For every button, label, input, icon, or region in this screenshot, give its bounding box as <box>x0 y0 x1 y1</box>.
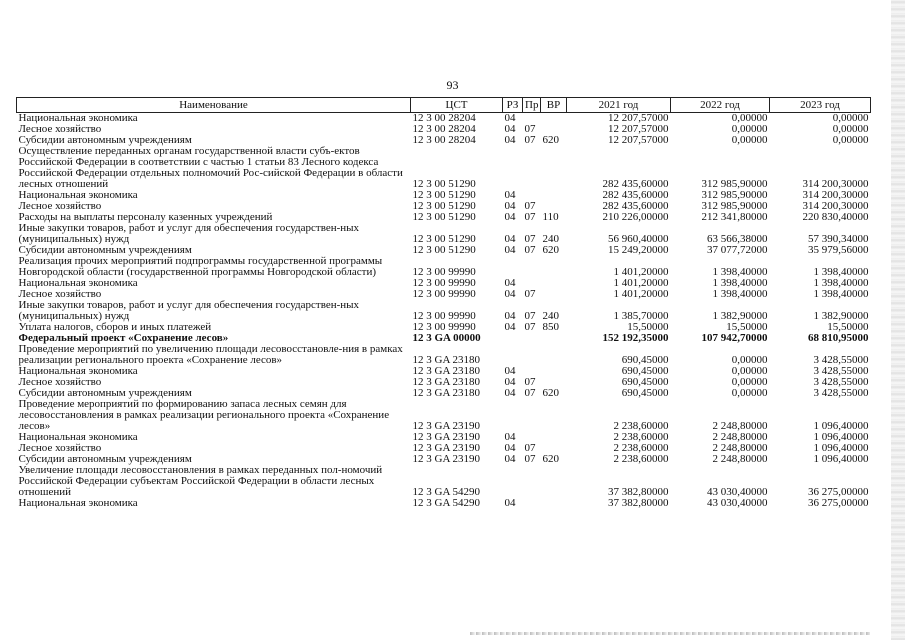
cell-cst: 12 3 GA 23180 <box>412 387 481 399</box>
cell-2022: 15,50000 <box>726 321 768 333</box>
cell-2023: 36 275,00000 <box>808 497 869 509</box>
cell-2023: 1 096,40000 <box>813 420 869 432</box>
cell-rz: 04 <box>504 277 516 289</box>
cell-pr <box>523 333 541 344</box>
cell-vr: 240 <box>542 233 559 245</box>
cell-cst: 12 3 GA 23180 <box>412 365 481 377</box>
table-row <box>17 344 871 366</box>
cell-cst: 12 3 00 51290 <box>412 178 476 190</box>
cell-2022: 2 248,80000 <box>712 431 768 443</box>
cell-2023: 57 390,34000 <box>808 233 869 245</box>
cell-pr: 07 <box>524 376 536 388</box>
cell-name: Иные закупки товаров, работ и услуг для обеспечения государствен-ных (муниципальных) нужд <box>18 222 360 245</box>
cell-pr: 07 <box>524 123 536 135</box>
cell-vr <box>541 498 567 509</box>
cell-2022: 43 030,40000 <box>707 497 768 509</box>
cell-2023: 1 096,40000 <box>813 442 869 454</box>
cell-vr <box>541 278 567 289</box>
cell-vr <box>541 190 567 201</box>
cell-2022: 312 985,90000 <box>701 200 768 212</box>
page-number: 93 <box>446 78 459 92</box>
cell-2021: 15,50000 <box>627 321 669 333</box>
cell-vr: 620 <box>542 244 559 256</box>
table-row <box>17 465 871 498</box>
cell-rz <box>503 399 523 432</box>
scan-bottom-artifact <box>470 632 870 635</box>
cell-cst: 12 3 00 51290 <box>412 244 476 256</box>
table-row <box>17 223 871 245</box>
cell-2023: 314 200,30000 <box>802 189 869 201</box>
cell-vr <box>541 256 567 278</box>
cell-2023: 3 428,55000 <box>813 354 869 366</box>
cell-2023: 1 398,40000 <box>813 266 869 278</box>
cell-name: Осуществление переданных органам государственной власти субъ-ектов Российской Федерации в соответствии с частью 1 статьи 83 Лесного кодекса Российской Федерации отдельных полномочий Рос-сийской Федерации в области лесных отношений <box>18 145 403 190</box>
cell-rz: 04 <box>504 376 516 388</box>
cell-name: Национальная экономика <box>18 497 138 509</box>
cell-2022: 212 341,80000 <box>701 211 768 223</box>
cell-rz: 04 <box>504 244 516 256</box>
cell-name: Национальная экономика <box>18 277 138 289</box>
cell-cst: 12 3 00 28204 <box>412 112 476 124</box>
cell-2022: 37 077,72000 <box>707 244 768 256</box>
cell-2021: 282 435,60000 <box>602 178 669 190</box>
cell-2022: 0,00000 <box>731 354 768 366</box>
cell-2022: 0,00000 <box>731 365 768 377</box>
cell-rz <box>503 146 523 190</box>
cell-2022: 2 248,80000 <box>712 442 768 454</box>
cell-2021: 210 226,00000 <box>602 211 669 223</box>
cell-2021: 37 382,80000 <box>608 486 669 498</box>
cell-name: Лесное хозяйство <box>18 123 102 135</box>
cell-2022: 312 985,90000 <box>701 178 768 190</box>
cell-name: Расходы на выплаты персоналу казенных учреждений <box>18 211 273 223</box>
cell-2021: 1 385,70000 <box>613 310 669 322</box>
cell-vr: 620 <box>542 387 559 399</box>
cell-pr: 07 <box>524 200 536 212</box>
cell-name: Субсидии автономным учреждениям <box>18 244 192 256</box>
cell-2021: 282 435,60000 <box>602 200 669 212</box>
cell-rz: 04 <box>504 211 516 223</box>
cell-rz <box>503 465 523 498</box>
column-header-2021: 2021 год <box>567 98 671 113</box>
cell-cst: 12 3 00 51290 <box>412 233 476 245</box>
cell-pr: 07 <box>524 453 536 465</box>
cell-2022: 0,00000 <box>731 376 768 388</box>
column-header-cst: ЦСТ <box>411 98 503 113</box>
cell-rz: 04 <box>504 321 516 333</box>
cell-rz: 04 <box>504 123 516 135</box>
cell-pr: 07 <box>524 442 536 454</box>
column-header-pr: Пр <box>523 98 541 113</box>
cell-2023: 1 096,40000 <box>813 453 869 465</box>
cell-2021: 1 401,20000 <box>613 277 669 289</box>
table-row <box>17 399 871 432</box>
cell-rz: 04 <box>504 453 516 465</box>
column-header-2023: 2023 год <box>770 98 871 113</box>
cell-name: Субсидии автономным учреждениям <box>18 387 192 399</box>
cell-pr: 07 <box>524 321 536 333</box>
cell-2021: 282 435,60000 <box>602 189 669 201</box>
cell-2021: 2 238,60000 <box>613 442 669 454</box>
cell-cst: 12 3 00 28204 <box>412 134 476 146</box>
cell-2023: 220 830,40000 <box>802 211 869 223</box>
cell-2023: 3 428,55000 <box>813 376 869 388</box>
cell-2022: 2 248,80000 <box>712 420 768 432</box>
cell-2021: 15 249,20000 <box>608 244 669 256</box>
cell-name: Иные закупки товаров, работ и услуг для обеспечения государствен-ных (муниципальных) нужд <box>18 299 360 322</box>
cell-cst: 12 3 00 99990 <box>412 310 476 322</box>
column-header-2022: 2022 год <box>671 98 770 113</box>
cell-rz <box>503 256 523 278</box>
cell-2022: 0,00000 <box>731 134 768 146</box>
cell-2022: 0,00000 <box>731 387 768 399</box>
cell-vr: 240 <box>542 310 559 322</box>
cell-rz: 04 <box>504 387 516 399</box>
cell-name: Национальная экономика <box>18 189 138 201</box>
table-body <box>17 113 871 510</box>
cell-cst: 12 3 GA 54290 <box>412 497 481 509</box>
cell-2022: 107 942,70000 <box>701 332 768 344</box>
cell-vr: 620 <box>542 134 559 146</box>
cell-rz: 04 <box>504 233 516 245</box>
table-row <box>17 146 871 190</box>
cell-name: Субсидии автономным учреждениям <box>18 453 192 465</box>
cell-name: Реализация прочих мероприятий подпрограммы государственной программы Новгородской области (государственной программы Новгородской области) <box>18 255 383 278</box>
cell-cst: 12 3 00 51290 <box>412 200 476 212</box>
cell-cst: 12 3 GA 23190 <box>412 442 481 454</box>
cell-rz: 04 <box>504 310 516 322</box>
cell-2023: 1 398,40000 <box>813 277 869 289</box>
cell-2021: 690,45000 <box>621 387 669 399</box>
cell-rz: 04 <box>504 112 516 124</box>
cell-rz: 04 <box>504 431 516 443</box>
cell-2021: 690,45000 <box>621 354 669 366</box>
cell-2021: 37 382,80000 <box>608 497 669 509</box>
cell-vr <box>541 289 567 300</box>
cell-2022: 0,00000 <box>731 123 768 135</box>
cell-vr <box>541 465 567 498</box>
cell-2021: 690,45000 <box>621 376 669 388</box>
cell-2022: 1 398,40000 <box>712 277 768 289</box>
cell-cst: 12 3 00 28204 <box>412 123 476 135</box>
table-row <box>17 498 871 509</box>
cell-2021: 690,45000 <box>621 365 669 377</box>
cell-cst: 12 3 GA 23180 <box>412 376 481 388</box>
cell-pr: 07 <box>524 211 536 223</box>
cell-vr <box>541 333 567 344</box>
cell-2021: 12 207,57000 <box>608 112 669 124</box>
cell-vr: 850 <box>542 321 559 333</box>
cell-pr <box>523 498 541 509</box>
cell-cst: 12 3 GA 23190 <box>412 420 481 432</box>
cell-name: Лесное хозяйство <box>18 442 102 454</box>
cell-2021: 1 401,20000 <box>613 288 669 300</box>
cell-pr: 07 <box>524 233 536 245</box>
cell-2021: 56 960,40000 <box>608 233 669 245</box>
cell-2023: 0,00000 <box>832 134 869 146</box>
scan-edge-artifact <box>891 0 905 640</box>
cell-pr: 07 <box>524 244 536 256</box>
cell-rz <box>503 344 523 366</box>
cell-rz: 04 <box>504 442 516 454</box>
cell-cst: 12 3 GA 23180 <box>412 354 481 366</box>
cell-2023: 314 200,30000 <box>802 200 869 212</box>
cell-pr: 07 <box>524 288 536 300</box>
cell-2023: 3 428,55000 <box>813 365 869 377</box>
cell-2022: 1 398,40000 <box>712 266 768 278</box>
cell-name: Национальная экономика <box>18 431 138 443</box>
cell-2022: 312 985,90000 <box>701 189 768 201</box>
cell-pr <box>523 256 541 278</box>
cell-cst: 12 3 00 99990 <box>412 321 476 333</box>
cell-cst: 12 3 00 99990 <box>412 288 476 300</box>
cell-2023: 1 382,90000 <box>813 310 869 322</box>
cell-2023: 314 200,30000 <box>802 178 869 190</box>
cell-cst: 12 3 00 99990 <box>412 266 476 278</box>
cell-2022: 43 030,40000 <box>707 486 768 498</box>
cell-vr: 620 <box>542 453 559 465</box>
cell-cst: 12 3 GA 00000 <box>412 332 481 344</box>
cell-name: Лесное хозяйство <box>18 288 102 300</box>
cell-rz: 04 <box>504 288 516 300</box>
table-row <box>17 256 871 278</box>
table-row <box>17 300 871 322</box>
cell-pr <box>523 399 541 432</box>
cell-pr: 07 <box>524 387 536 399</box>
cell-2021: 12 207,57000 <box>608 123 669 135</box>
cell-2022: 0,00000 <box>731 112 768 124</box>
cell-2023: 68 810,95000 <box>808 332 869 344</box>
cell-cst: 12 3 GA 23190 <box>412 431 481 443</box>
cell-2023: 1 096,40000 <box>813 431 869 443</box>
cell-pr: 07 <box>524 310 536 322</box>
cell-vr <box>541 344 567 366</box>
cell-2023: 35 979,56000 <box>808 244 869 256</box>
table-header-row <box>17 98 871 113</box>
cell-vr <box>541 146 567 190</box>
cell-name: Лесное хозяйство <box>18 376 102 388</box>
cell-cst: 12 3 00 51290 <box>412 211 476 223</box>
cell-2023: 1 398,40000 <box>813 288 869 300</box>
cell-name: Субсидии автономным учреждениям <box>18 134 192 146</box>
cell-2022: 1 382,90000 <box>712 310 768 322</box>
cell-vr: 110 <box>542 211 559 223</box>
cell-name: Уплата налогов, сборов и иных платежей <box>18 321 212 333</box>
cell-name: Национальная экономика <box>18 112 138 124</box>
cell-2022: 1 398,40000 <box>712 288 768 300</box>
cell-2021: 2 238,60000 <box>613 420 669 432</box>
cell-pr <box>523 344 541 366</box>
cell-cst: 12 3 00 51290 <box>412 189 476 201</box>
cell-name: Увеличение площади лесовосстановления в рамках переданных пол-номочий Российской Федерации субъектам Российской Федерации в области лесных отношений <box>18 464 383 498</box>
cell-2022: 63 566,38000 <box>707 233 768 245</box>
cell-rz: 04 <box>504 189 516 201</box>
cell-2021: 12 207,57000 <box>608 134 669 146</box>
cell-cst: 12 3 GA 23190 <box>412 453 481 465</box>
cell-name: Лесное хозяйство <box>18 200 102 212</box>
cell-2022: 2 248,80000 <box>712 453 768 465</box>
cell-name: Национальная экономика <box>18 365 138 377</box>
column-header-rz: РЗ <box>503 98 523 113</box>
cell-cst: 12 3 GA 54290 <box>412 486 481 498</box>
column-header-vr: ВР <box>541 98 567 113</box>
cell-rz: 04 <box>504 497 516 509</box>
cell-pr <box>523 465 541 498</box>
cell-2021: 1 401,20000 <box>613 266 669 278</box>
cell-cst: 12 3 00 99990 <box>412 277 476 289</box>
cell-2023: 36 275,00000 <box>808 486 869 498</box>
cell-2023: 0,00000 <box>832 123 869 135</box>
cell-rz <box>503 333 523 344</box>
cell-pr <box>523 146 541 190</box>
cell-name: Проведение мероприятий по увеличению площади лесовосстановле-ния в рамках реализации регионального проекта «Сохранение лесов» <box>18 343 403 366</box>
cell-name: Федеральный проект «Сохранение лесов» <box>18 332 229 344</box>
cell-name: Проведение мероприятий по формированию запаса лесных семян для лесовосстановления в рамках реализации регионального проекта «Сохранение лесов» <box>18 398 390 432</box>
cell-vr <box>541 113 567 125</box>
cell-2023: 15,50000 <box>827 321 869 333</box>
cell-2023: 0,00000 <box>832 112 869 124</box>
cell-rz: 04 <box>504 200 516 212</box>
cell-rz: 04 <box>504 365 516 377</box>
cell-2021: 2 238,60000 <box>613 453 669 465</box>
cell-2021: 152 192,35000 <box>602 332 669 344</box>
cell-vr <box>541 432 567 443</box>
cell-2021: 2 238,60000 <box>613 431 669 443</box>
cell-rz: 04 <box>504 134 516 146</box>
cell-2023: 3 428,55000 <box>813 387 869 399</box>
cell-vr <box>541 399 567 432</box>
cell-pr: 07 <box>524 134 536 146</box>
cell-vr <box>541 366 567 377</box>
budget-table <box>16 97 871 509</box>
column-header-name: Наименование <box>17 98 411 113</box>
